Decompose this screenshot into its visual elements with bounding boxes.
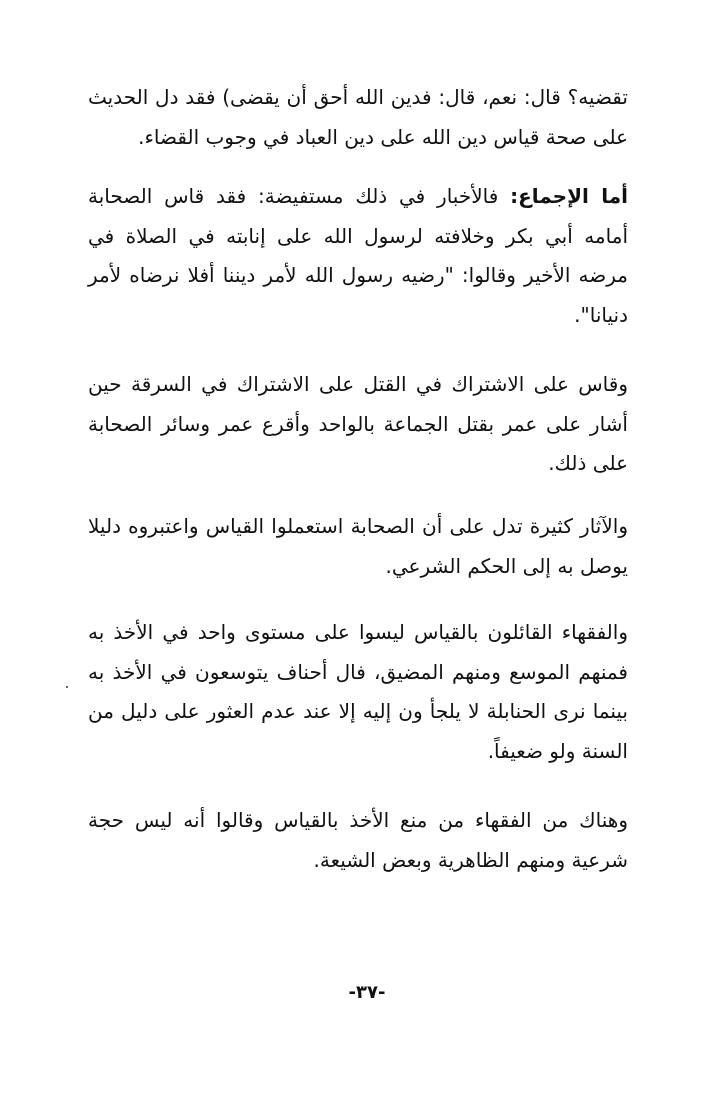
scan-speck (66, 686, 68, 688)
page-number: -٣٧- (348, 982, 386, 1003)
paragraph-ijma (88, 177, 628, 335)
paragraph-text: والفقهاء القائلون بالقياس ليسوا على مستوى واحد في الأخذ به فمنهم الموسع ومنهم المضيق، فال أحناف يتوسعون في الأخذ به بينما نرى الحنابلة لا يلجأ ون إليه إلا عند عدم العثور على دليل من السنة ولو ضعيفاً. (88, 620, 628, 763)
paragraph-jurists-levels (88, 613, 628, 771)
paragraph-text: تقضيه؟ قال: نعم، قال: فدين الله أحق أن يقضى) فقد دل الحديث على صحة قياس دين الله على دين العباد في وجوب القضاء. (88, 85, 628, 149)
paragraph-hadith-conclusion (88, 78, 628, 157)
section-heading-ijma: أما الإجماع: (510, 184, 628, 208)
paragraph-text: فالأخبار في ذلك مستفيضة: فقد قاس الصحابة أمامه أبي بكر وخلافته لرسول الله على إنابته في الصلاة في مرضه الأخير وقالوا: "رضيه رسول الله لأمر ديننا أفلا نرضاه لأمر دنيانا". (88, 184, 628, 327)
paragraph-shared-killing (88, 365, 628, 484)
paragraph-companions-qiyas (88, 507, 628, 586)
paragraph-qiyas-opponents (88, 801, 628, 880)
paragraph-text: والآثار كثيرة تدل على أن الصحابة استعملوا القياس واعتبروه دليلا يوصل به إلى الحكم الشرعي. (88, 514, 628, 578)
paragraph-text: وهناك من الفقهاء من منع الأخذ بالقياس وقالوا أنه ليس حجة شرعية ومنهم الظاهرية وبعض الشيعة. (88, 808, 628, 872)
paragraph-text: وقاس على الاشتراك في القتل على الاشتراك في السرقة حين أشار على عمر بقتل الجماعة بالواحد وأقرع عمر وسائر الصحابة على ذلك. (88, 372, 628, 475)
